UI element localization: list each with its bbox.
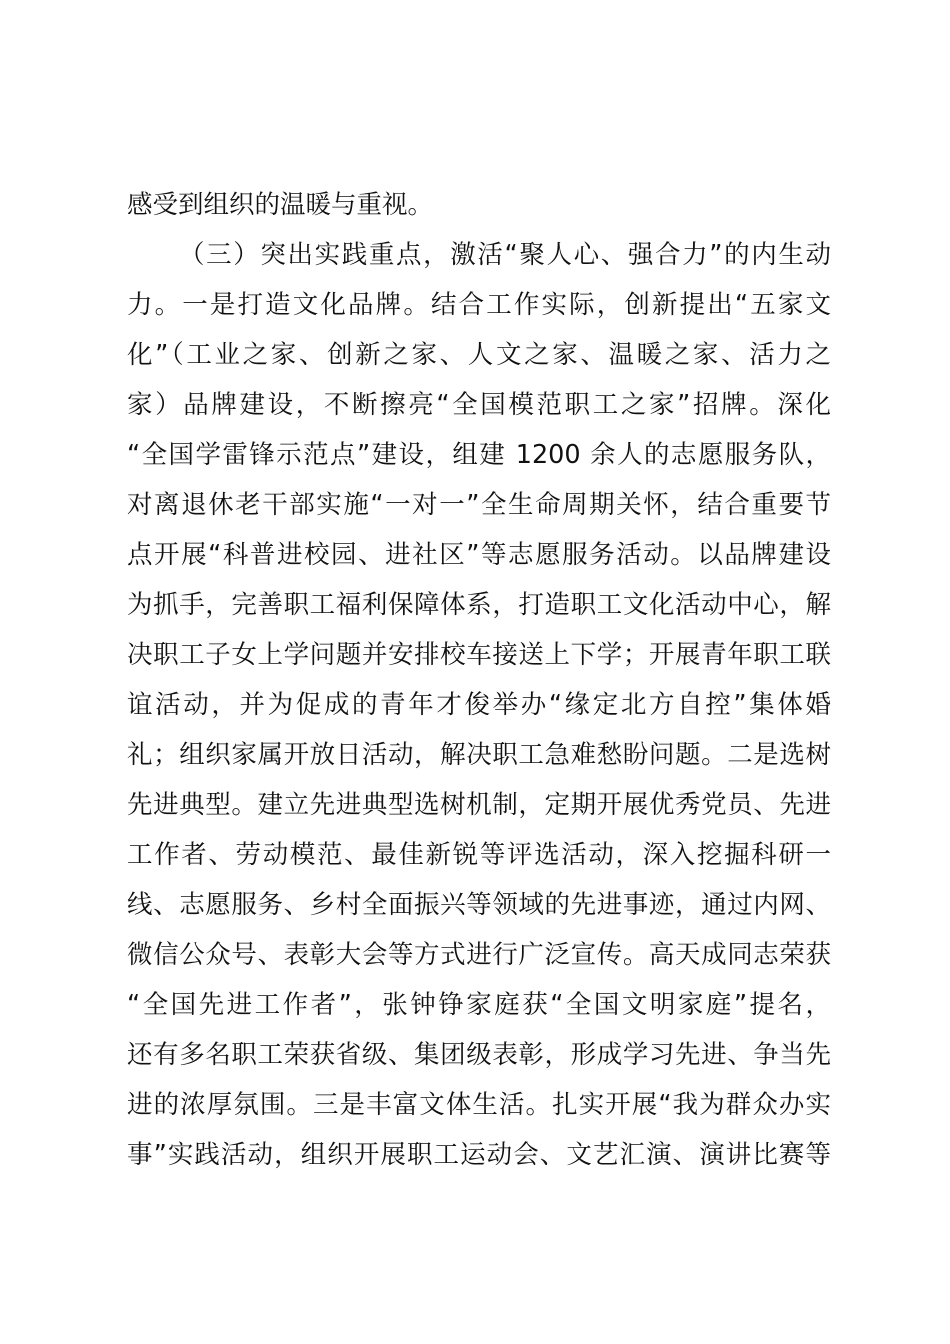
text-line: 工作者、劳动模范、最佳新锐等评选活动，深入挖掘科研一 (127, 840, 831, 870)
text-line: 还有多名职工荣获省级、集团级表彰，形成学习先进、争当先 (127, 1040, 831, 1070)
text-line: 微信公众号、表彰大会等方式进行广泛宣传。高天成同志荣获 (127, 940, 831, 970)
text-line: 力。一是打造文化品牌。结合工作实际，创新提出“五家文 (127, 290, 831, 320)
section-heading-line: （三）突出实践重点，激活“聚人心、强合力”的内生动 (179, 240, 831, 270)
text-line: 谊活动，并为促成的青年才俊举办“缘定北方自控”集体婚 (127, 690, 831, 720)
text-line: 感受到组织的温暖与重视。 (127, 190, 434, 220)
text-line: 家）品牌建设，不断擦亮“全国模范职工之家”招牌。深化 (127, 390, 831, 420)
text-line: “全国先进工作者”，张钟铮家庭获“全国文明家庭”提名， (127, 990, 831, 1020)
text-line: 决职工子女上学问题并安排校车接送上下学；开展青年职工联 (127, 640, 831, 670)
text-line: “全国学雷锋示范点”建设，组建 1200 余人的志愿服务队， (127, 440, 831, 470)
text-line: 事”实践活动，组织开展职工运动会、文艺汇演、演讲比赛等 (127, 1140, 831, 1170)
text-line: 为抓手，完善职工福利保障体系，打造职工文化活动中心，解 (127, 590, 831, 620)
text-line: 线、志愿服务、乡村全面振兴等领域的先进事迹，通过内网、 (127, 890, 831, 920)
text-line: 礼；组织家属开放日活动，解决职工急难愁盼问题。二是选树 (127, 740, 831, 770)
text-line: 化”（工业之家、创新之家、人文之家、温暖之家、活力之 (127, 340, 831, 370)
text-line: 点开展“科普进校园、进社区”等志愿服务活动。以品牌建设 (127, 540, 831, 570)
text-line: 对离退休老干部实施“一对一”全生命周期关怀，结合重要节 (127, 490, 831, 520)
text-line: 进的浓厚氛围。三是丰富文体生活。扎实开展“我为群众办实 (127, 1090, 831, 1120)
document-body (127, 180, 831, 1180)
text-line: 先进典型。建立先进典型选树机制，定期开展优秀党员、先进 (127, 790, 831, 820)
